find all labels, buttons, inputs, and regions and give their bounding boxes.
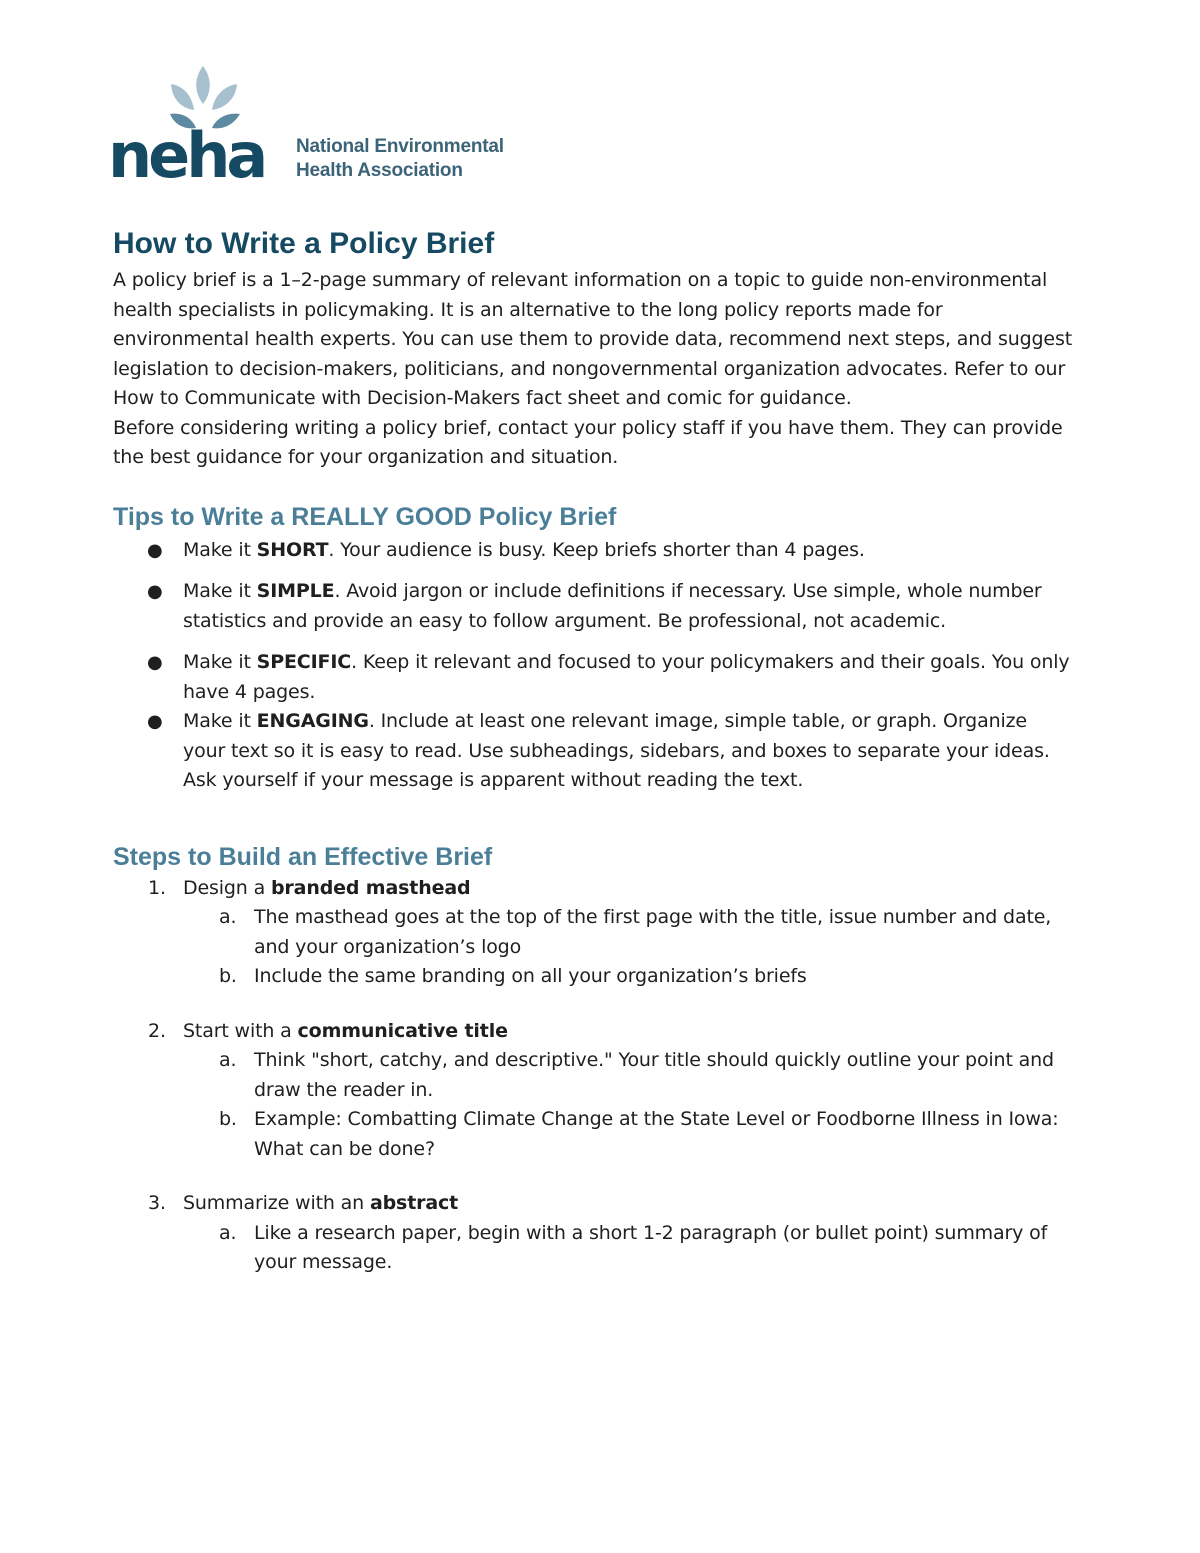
sub-item: b. Include the same branding on all your organization’s briefs (219, 965, 807, 987)
bullet-icon: ● (147, 581, 163, 602)
bullet-icon: ● (147, 539, 163, 561)
org-name-line2: Health Association (296, 160, 463, 181)
tip-item: ● Make it SHORT. Your audience is busy. Keep briefs shorter than 4 pages. (113, 536, 1073, 566)
intro-paragraph-2: Before considering writing a policy brief, contact your policy staff if you have them. They can provide the best guidance for your organization and situation. (113, 416, 1063, 468)
neha-wordmark: neha (108, 119, 265, 187)
tips-list (113, 536, 1073, 796)
tip-item: ● Make it ENGAGING. Include at least one relevant image, simple table, or graph. Organize your text so it is easy to read. Use subheadings, sidebars, and boxes to separate your ideas. Ask yourself if your message is apparent without reading the text. (113, 707, 1073, 796)
step-line: 3. Summarize with an abstract (148, 1192, 459, 1214)
step-item (113, 1017, 1073, 1165)
tip-item: ● Make it SPECIFIC. Keep it relevant and focused to your policymakers and their goals. You only have 4 pages. (113, 648, 1073, 707)
page-title: How to Write a Policy Brief (113, 227, 495, 260)
sub-item: a. Like a research paper, begin with a short 1-2 paragraph (or bullet point) summary of your message. (219, 1221, 1048, 1273)
bullet-icon: ● (147, 652, 163, 673)
step-line: 1. Design a branded masthead (148, 876, 471, 899)
step-item (113, 874, 1073, 992)
org-name-line1: National Environmental (296, 136, 504, 157)
tips-heading: Tips to Write a REALLY GOOD Policy Brief (113, 502, 617, 531)
neha-logo (108, 62, 528, 187)
org-name (296, 135, 536, 183)
intro-paragraph: A policy brief is a 1–2-page summary of relevant information on a topic to guide non-environmental health specialists in policymaking. It is an alternative to the long policy reports made for environmental health experts. You can use them to provide data, recommend next steps, and suggest legislation to decision-makers, politicians, and nongovernmental organization advocates. Refer to our How to Communicate with Decision-Makers fact sheet and comic for guidance. (113, 269, 1073, 409)
steps-heading: Steps to Build an Effective Brief (113, 842, 493, 871)
sub-item: a. Think "short, catchy, and descriptive." Your title should quickly outline your point and draw the reader in. (219, 1049, 1054, 1101)
step-item (113, 1189, 1073, 1278)
sub-item: a. The masthead goes at the top of the first page with the title, issue number and date, and your organization’s logo (219, 906, 1052, 958)
leaf-mark-icon (108, 62, 298, 187)
bullet-icon: ● (147, 711, 163, 732)
sub-item: b. Example: Combatting Climate Change at the State Level or Foodborne Illness in Iowa: What can be done? (219, 1108, 1059, 1160)
document-content (113, 222, 1073, 1278)
tip-item: ● Make it SIMPLE. Avoid jargon or include definitions if necessary. Use simple, whole number statistics and provide an easy to follow argument. Be professional, not academic. (113, 577, 1073, 636)
step-line: 2. Start with a communicative title (148, 1019, 508, 1042)
